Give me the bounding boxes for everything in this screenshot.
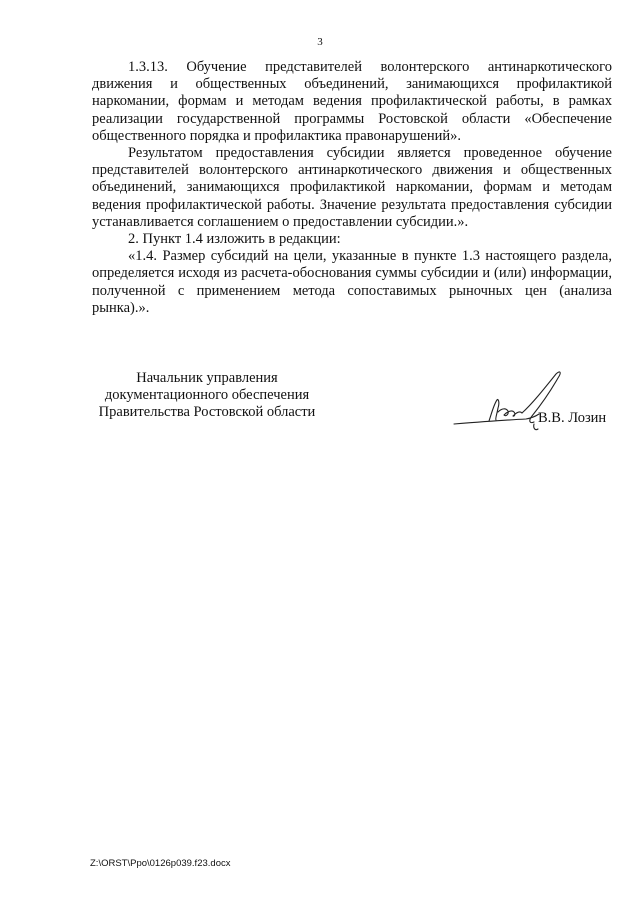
signer-name: В.В. Лозин (538, 410, 607, 426)
position-line: документационного обеспечения (104, 387, 310, 404)
document-body (92, 59, 612, 317)
paragraph-item-2: 2. Пункт 1.4 изложить в редакции: (128, 231, 341, 248)
paragraph-1-4: «1.4. Размер субсидий на цели, указанные в пункте 1.3 настоящего раздела, определяется исходя из расчета-обоснования суммы субсидии и (или) информации, полученной с применением метода сопоставимых рыночных цен (анализа рынка).». (92, 248, 612, 316)
position-line: Правительства Ростовской области (98, 404, 316, 421)
page-number: 3 (317, 36, 323, 48)
paragraph-1-3-13: 1.3.13. Обучение представителей волонтерского антинаркотического движения и общественных объединений, занимающихся профилактикой наркомании, формам и методам ведения профилактической работы, в рамках реализации государственной программы Ростовской области «Обеспечение общественного порядка и профилактика правонарушений». (92, 59, 612, 144)
file-path: Z:\ORST\Ppo\0126p039.f23.docx (90, 858, 231, 869)
handwritten-signature (434, 364, 584, 444)
signer-position (92, 370, 322, 422)
paragraph-result: Результатом предоставления субсидии является проведенное обучение представителей волонтерского антинаркотического движения и общественных объединений, занимающихся профилактикой наркомании, формам и методам ведения профилактической работы. Значение результата предоставления субсидии устанавливается соглашением о предоставлении субсидии.». (92, 145, 612, 230)
signature-block (92, 370, 612, 440)
position-line: Начальник управления (136, 370, 278, 386)
